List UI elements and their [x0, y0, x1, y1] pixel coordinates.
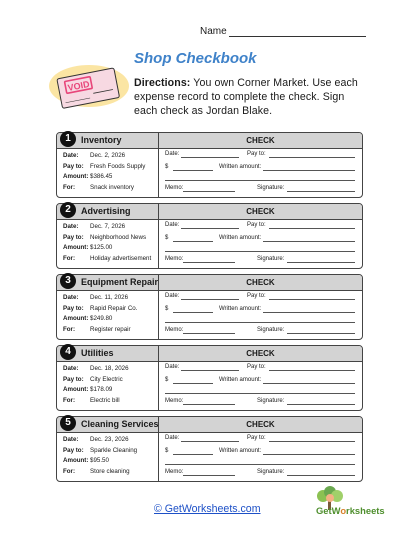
check-written-amount-line[interactable]	[263, 241, 355, 242]
check-extra-line[interactable]	[165, 251, 355, 252]
date-value: Dec. 2, 2026	[90, 152, 126, 159]
for-label: For:	[63, 183, 76, 191]
category-title: Cleaning Services	[81, 419, 159, 429]
amount-label: Amount:	[63, 315, 89, 322]
footer-link[interactable]: © GetWorksheets.com	[154, 503, 261, 515]
logo-text-o: o	[340, 505, 347, 516]
check-dollar-label: $	[165, 164, 169, 170]
date-label: Date:	[63, 365, 79, 372]
check-written-amount-line[interactable]	[263, 170, 355, 171]
date-label: Date:	[63, 152, 79, 159]
check-memo-label: Memo:	[165, 469, 184, 475]
for-label: For:	[63, 325, 76, 333]
pay-to-label: Pay to:	[63, 304, 84, 312]
check-date-label: Date:	[165, 435, 180, 441]
check-memo-line[interactable]	[183, 191, 235, 192]
category-title: Equipment Repair	[81, 277, 159, 287]
record-number: 1	[60, 131, 76, 147]
expense-record-3	[56, 274, 363, 340]
check-date-label: Date:	[165, 293, 180, 299]
check-dollar-label: $	[165, 448, 169, 454]
check-pay-to-line[interactable]	[269, 228, 355, 229]
check-amount-line[interactable]	[173, 241, 213, 242]
amount-value: $125.00	[90, 244, 113, 251]
logo-text-b: rksheets	[346, 505, 385, 516]
check-signature-label: Signature:	[257, 327, 285, 333]
amount-label: Amount:	[63, 173, 89, 180]
check-dollar-label: $	[165, 306, 169, 312]
check-written-amount-label: Written amount:	[219, 377, 262, 383]
category-header	[57, 275, 158, 291]
check-signature-line[interactable]	[287, 404, 355, 405]
check-amount-line[interactable]	[173, 312, 213, 313]
check-extra-line[interactable]	[165, 393, 355, 394]
date-value: Dec. 11, 2026	[90, 294, 129, 301]
check-extra-line[interactable]	[165, 464, 355, 465]
check-pay-to-line[interactable]	[269, 441, 355, 442]
category-header	[57, 417, 158, 433]
check-dollar-label: $	[165, 377, 169, 383]
record-number: 4	[60, 344, 76, 360]
record-number: 5	[60, 415, 76, 431]
date-value: Dec. 7, 2026	[90, 223, 126, 230]
blank-check	[159, 133, 362, 197]
amount-value: $386.45	[90, 173, 113, 180]
check-pay-to-line[interactable]	[269, 370, 355, 371]
check-date-line[interactable]	[181, 441, 239, 442]
check-memo-label: Memo:	[165, 256, 184, 262]
check-pay-to-line[interactable]	[269, 157, 355, 158]
category-title: Utilities	[81, 348, 114, 358]
for-value: Electric bill	[90, 396, 120, 404]
check-signature-label: Signature:	[257, 185, 285, 191]
check-heading: CHECK	[159, 133, 362, 149]
check-date-line[interactable]	[181, 157, 239, 158]
check-heading: CHECK	[159, 204, 362, 220]
check-dollar-label: $	[165, 235, 169, 241]
check-heading: CHECK	[159, 275, 362, 291]
date-label: Date:	[63, 294, 79, 301]
directions-text: You own Corner Market. Use each expense record to complete the check. Sign each check as Jordan Blake.	[134, 77, 358, 117]
check-signature-line[interactable]	[287, 262, 355, 263]
check-pay-to-label: Pay to:	[247, 293, 266, 299]
check-signature-line[interactable]	[287, 333, 355, 334]
check-pay-to-line[interactable]	[269, 299, 355, 300]
check-signature-line[interactable]	[287, 191, 355, 192]
amount-label: Amount:	[63, 457, 89, 464]
for-value: Holiday advertisement	[90, 254, 152, 262]
directions-label: Directions:	[134, 77, 191, 89]
check-memo-label: Memo:	[165, 327, 184, 333]
expense-details	[57, 346, 159, 410]
expense-details	[57, 204, 159, 268]
check-pay-to-label: Pay to:	[247, 364, 266, 370]
pay-to-label: Pay to:	[63, 375, 84, 383]
page-title: Shop Checkbook	[134, 50, 257, 67]
check-memo-line[interactable]	[183, 262, 235, 263]
amount-label: Amount:	[63, 244, 89, 251]
category-title: Advertising	[81, 206, 131, 216]
pay-to-value: Rapid Repair Co.	[90, 304, 138, 312]
pay-to-label: Pay to:	[63, 162, 84, 170]
check-signature-label: Signature:	[257, 398, 285, 404]
category-title: Inventory	[81, 135, 122, 145]
check-heading: CHECK	[159, 417, 362, 433]
category-header	[57, 204, 158, 220]
void-check-icon	[48, 63, 130, 109]
check-pay-to-label: Pay to:	[247, 435, 266, 441]
expense-record-2	[56, 203, 363, 269]
check-signature-label: Signature:	[257, 256, 285, 262]
check-date-label: Date:	[165, 364, 180, 370]
check-pay-to-label: Pay to:	[247, 222, 266, 228]
check-amount-line[interactable]	[173, 383, 213, 384]
check-written-amount-line[interactable]	[263, 454, 355, 455]
for-label: For:	[63, 396, 76, 404]
for-value: Store cleaning	[90, 467, 130, 475]
category-header	[57, 133, 158, 149]
for-value: Snack inventory	[90, 183, 135, 191]
check-memo-line[interactable]	[183, 333, 235, 334]
expense-details	[57, 133, 159, 197]
directions	[134, 76, 370, 118]
record-number: 3	[60, 273, 76, 289]
check-memo-line[interactable]	[183, 475, 235, 476]
amount-value: $178.09	[90, 386, 113, 393]
check-date-line[interactable]	[181, 228, 239, 229]
for-label: For:	[63, 254, 76, 262]
for-label: For:	[63, 467, 76, 475]
amount-label: Amount:	[63, 386, 89, 393]
check-heading: CHECK	[159, 346, 362, 362]
check-extra-line[interactable]	[165, 322, 355, 323]
name-label: Name	[200, 26, 227, 37]
check-signature-label: Signature:	[257, 469, 285, 475]
expense-record-5	[56, 416, 363, 482]
expense-record-1	[56, 132, 363, 198]
expense-record-4	[56, 345, 363, 411]
check-written-amount-label: Written amount:	[219, 164, 262, 170]
blank-check	[159, 417, 362, 481]
pay-to-value: Neighborhood News	[90, 233, 147, 241]
expense-details	[57, 275, 159, 339]
record-number: 2	[60, 202, 76, 218]
amount-value: $249.80	[90, 315, 113, 322]
check-memo-label: Memo:	[165, 185, 184, 191]
check-written-amount-label: Written amount:	[219, 448, 262, 454]
check-extra-line[interactable]	[165, 180, 355, 181]
pay-to-value: City Electric	[90, 375, 123, 383]
check-written-amount-label: Written amount:	[219, 235, 262, 241]
blank-check	[159, 275, 362, 339]
pay-to-label: Pay to:	[63, 233, 84, 241]
check-date-label: Date:	[165, 222, 180, 228]
blank-check	[159, 204, 362, 268]
logo-wordmark	[316, 505, 385, 516]
pay-to-value: Sparkle Cleaning	[90, 446, 138, 454]
check-date-label: Date:	[165, 151, 180, 157]
check-memo-label: Memo:	[165, 398, 184, 404]
check-written-amount-line[interactable]	[263, 312, 355, 313]
date-value: Dec. 23, 2026	[90, 436, 129, 443]
logo-text-a: GetW	[316, 505, 341, 516]
date-label: Date:	[63, 223, 79, 230]
check-written-amount-line[interactable]	[263, 383, 355, 384]
check-signature-line[interactable]	[287, 475, 355, 476]
check-date-line[interactable]	[181, 299, 239, 300]
name-line[interactable]	[229, 36, 366, 37]
date-label: Date:	[63, 436, 79, 443]
check-amount-line[interactable]	[173, 454, 213, 455]
blank-check	[159, 346, 362, 410]
category-header	[57, 346, 158, 362]
check-memo-line[interactable]	[183, 404, 235, 405]
pay-to-label: Pay to:	[63, 446, 84, 454]
check-written-amount-label: Written amount:	[219, 306, 262, 312]
check-amount-line[interactable]	[173, 170, 213, 171]
expense-details	[57, 417, 159, 481]
void-stamp-text: VOID	[66, 78, 91, 93]
for-value: Register repair	[90, 325, 131, 333]
amount-value: $95.50	[90, 457, 109, 464]
check-pay-to-label: Pay to:	[247, 151, 266, 157]
pay-to-value: Fresh Foods Supply	[90, 162, 146, 170]
date-value: Dec. 18, 2026	[90, 365, 129, 372]
check-date-line[interactable]	[181, 370, 239, 371]
